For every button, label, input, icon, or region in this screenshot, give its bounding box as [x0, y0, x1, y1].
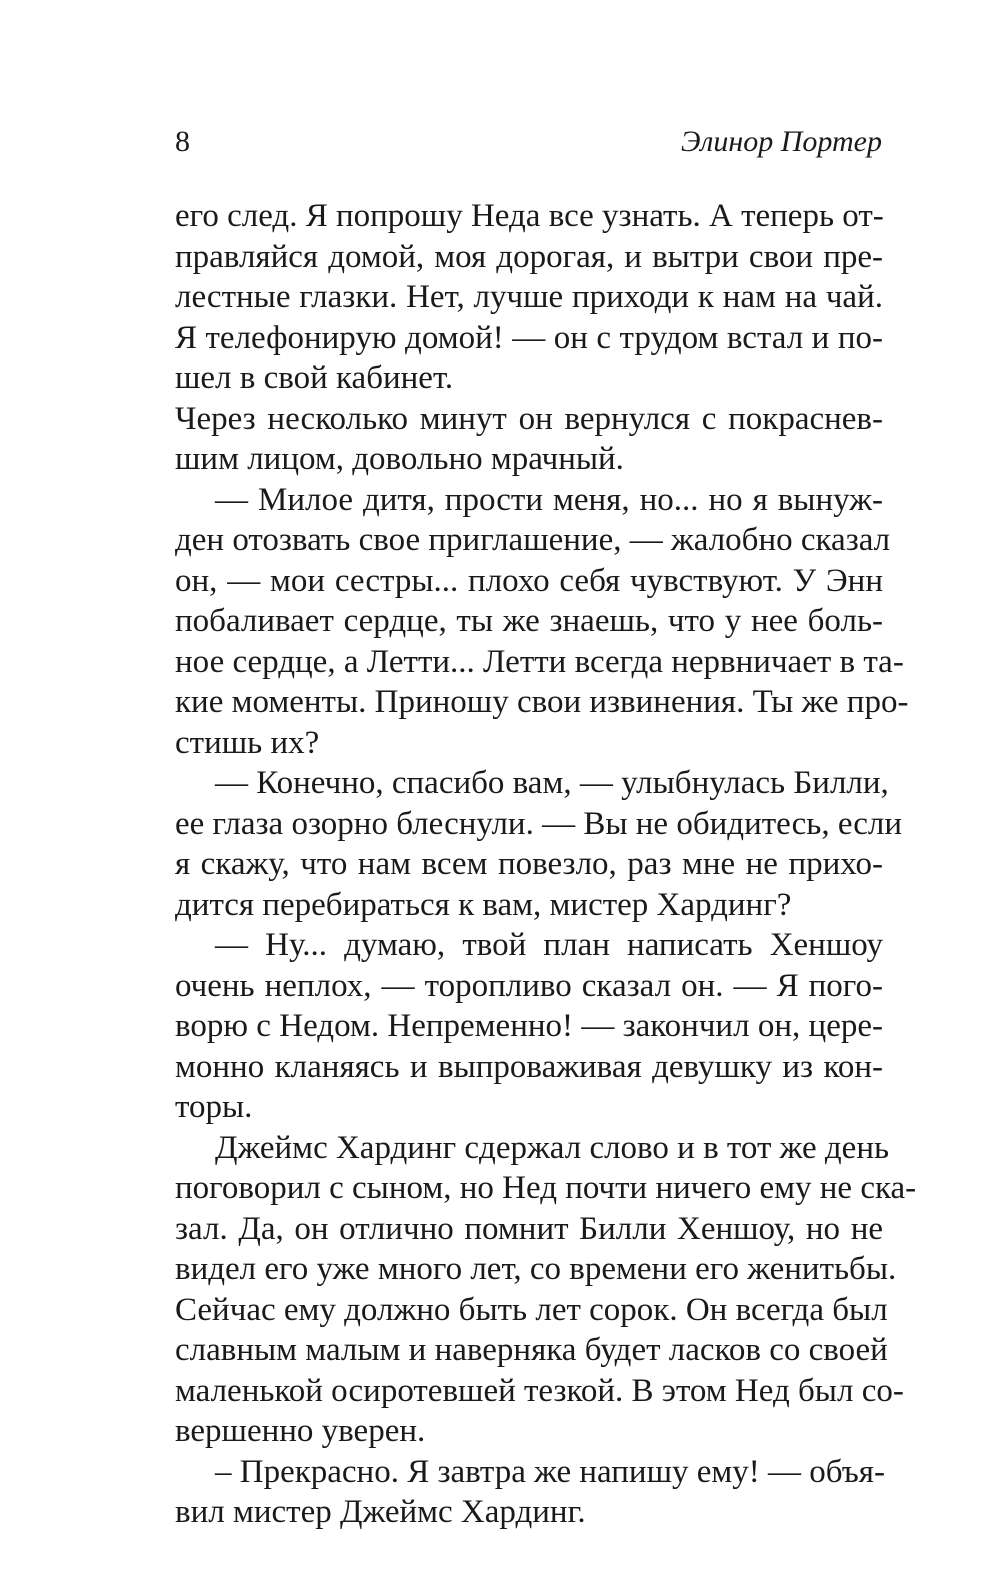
text-line: торы. [175, 1089, 253, 1125]
text-line: – Прекрасно. Я завтра же напишу ему! — объя- [215, 1453, 885, 1490]
text-line: монно кланяясь и выпроваживая девушку из кон- [175, 1048, 883, 1085]
text-line: я скажу, что нам всем повезло, раз мне не прихо- [175, 846, 883, 882]
text-line: — Конечно, спасибо вам, — улыбнулась Билли, [215, 765, 889, 801]
text-line: шим лицом, довольно мрачный. [175, 441, 624, 477]
body-text [175, 196, 917, 1533]
text-line: правляйся домой, моя дорогая, и вытри свои пре- [175, 238, 883, 275]
text-line: Джеймс Хардинг сдержал слово и в тот же день [215, 1129, 890, 1166]
text-line: вил мистер Джеймс Хардинг. [175, 1494, 586, 1530]
text-line: он, — мои сестры... плохо себя чувствуют. У Энн [175, 562, 883, 599]
text-line: видел его уже много лет, со времени его женитьбы. [175, 1251, 897, 1287]
text-line: ее глаза озорно блеснули. — Вы не обидитесь, если [175, 805, 903, 842]
page-number: 8 [175, 125, 190, 158]
text-line: зал. Да, он отлично помнит Билли Хеншоу, но не [175, 1210, 883, 1247]
text-line: вершенно уверен. [175, 1413, 426, 1449]
text-line: стишь их? [175, 724, 320, 761]
text-line: ное сердце, а Летти... Летти всегда нервничает в та- [175, 643, 904, 680]
text-line: славным малым и наверняка будет ласков со своей [175, 1332, 888, 1368]
text-line: Я телефонирую домой! — он с трудом встал и по- [175, 319, 883, 356]
text-line: — Ну... думаю, твой план написать Хеншоу [215, 927, 883, 963]
text-line: побаливает сердце, ты же знаешь, что у нее боль- [175, 603, 883, 639]
text-line: ден отозвать свое приглашение, — жалобно сказал [175, 522, 891, 558]
text-line: Сейчас ему должно быть лет сорок. Он всегда был [175, 1291, 888, 1328]
text-line: поговорил с сыном, но Нед почти ничего ему не ска- [175, 1170, 917, 1206]
text-line: кие моменты. Приношу свои извинения. Ты же про- [175, 684, 909, 720]
text-line: — Милое дитя, прости меня, но... но я вынуж- [215, 481, 883, 518]
text-line: ворю с Недом. Непременно! — закончил он, цере- [175, 1008, 883, 1044]
running-head-author: Элинор Портер [680, 125, 882, 158]
text-line: шел в свой кабинет. [175, 360, 454, 396]
text-line: очень неплох, — торопливо сказал он. — Я пого- [175, 967, 883, 1004]
text-line: его след. Я попрошу Неда все узнать. А теперь от- [175, 198, 884, 234]
text-line: лестные глазки. Нет, лучше приходи к нам на чай. [175, 279, 883, 315]
text-line: Через несколько минут он вернулся с покраснев- [175, 400, 883, 437]
text-line: дится перебираться к вам, мистер Хардинг? [175, 886, 792, 923]
text-line: маленькой осиротевшей тезкой. В этом Нед был со- [175, 1372, 904, 1409]
